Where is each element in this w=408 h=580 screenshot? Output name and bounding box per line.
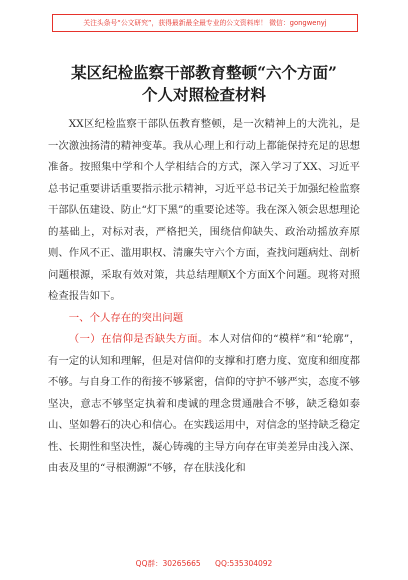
top-banner: 关注头条号“公文研究”，获得最新最全最专业的公文资料库！ 微信：gongwenyj [52, 14, 358, 32]
body-paragraph [48, 329, 360, 480]
document-title [40, 62, 368, 106]
footer-qq-group: QQ群：30265665 [135, 559, 201, 568]
title-line-1: 某区纪检监察干部教育整顿“六个方面” [71, 63, 337, 82]
footer [0, 558, 408, 569]
footer-qq: QQ:535304092 [215, 559, 273, 568]
intro-paragraph: XX区纪检监察干部队伍教育整顿，是一次精神上的大洗礼，是一次激浊扬清的精神变革。我从心理上和行动上都能保持充足的思想准备。按照集中学和个人学相结合的方式，深入学习了XX、习近平总书记重要讲话重要指示批示精神，习近平总书记关于加强纪检监察干部队伍建设、防止“灯下黑”的重要论述等。我在深入领会思想理论的基础上，对标对表，严格把关，围绕信仰缺失、政治动摇放弃原则、作风不正、滥用职权、清廉失守六个方面，查找问题病灶、剖析问题根源，采取有效对策，共总结理顺X个方面X个问题。现将对照检查报告如下。 [48, 118, 360, 302]
document-body [48, 114, 360, 480]
section-heading [48, 308, 360, 330]
subsection-text: 本人对信仰的“模样”和“轮廓”，有一定的认知和理解，但是对信仰的支撑和打磨力度、宽度和细度都不够。与自身工作的衔接不够紧密，信仰的守护不够严实，态度不够坚决，意志不够坚定执着和虔诚的理念贯通融合不够，缺乏稳如泰山、坚如磐石的决心和信心。在实践运用中，对信念的坚持缺乏稳定性、长期性和坚决性，凝心铸魂的主导方向存在审美差异由浅入深、由表及里的“寻根溯源”不够，存在肤浅化和 [48, 333, 361, 474]
section-heading-text: 一、个人存在的突出问题 [68, 311, 184, 324]
title-line-2: 个人对照检查材料 [141, 85, 266, 104]
subsection-heading: （一）在信仰是否缺失方面。 [68, 333, 209, 345]
